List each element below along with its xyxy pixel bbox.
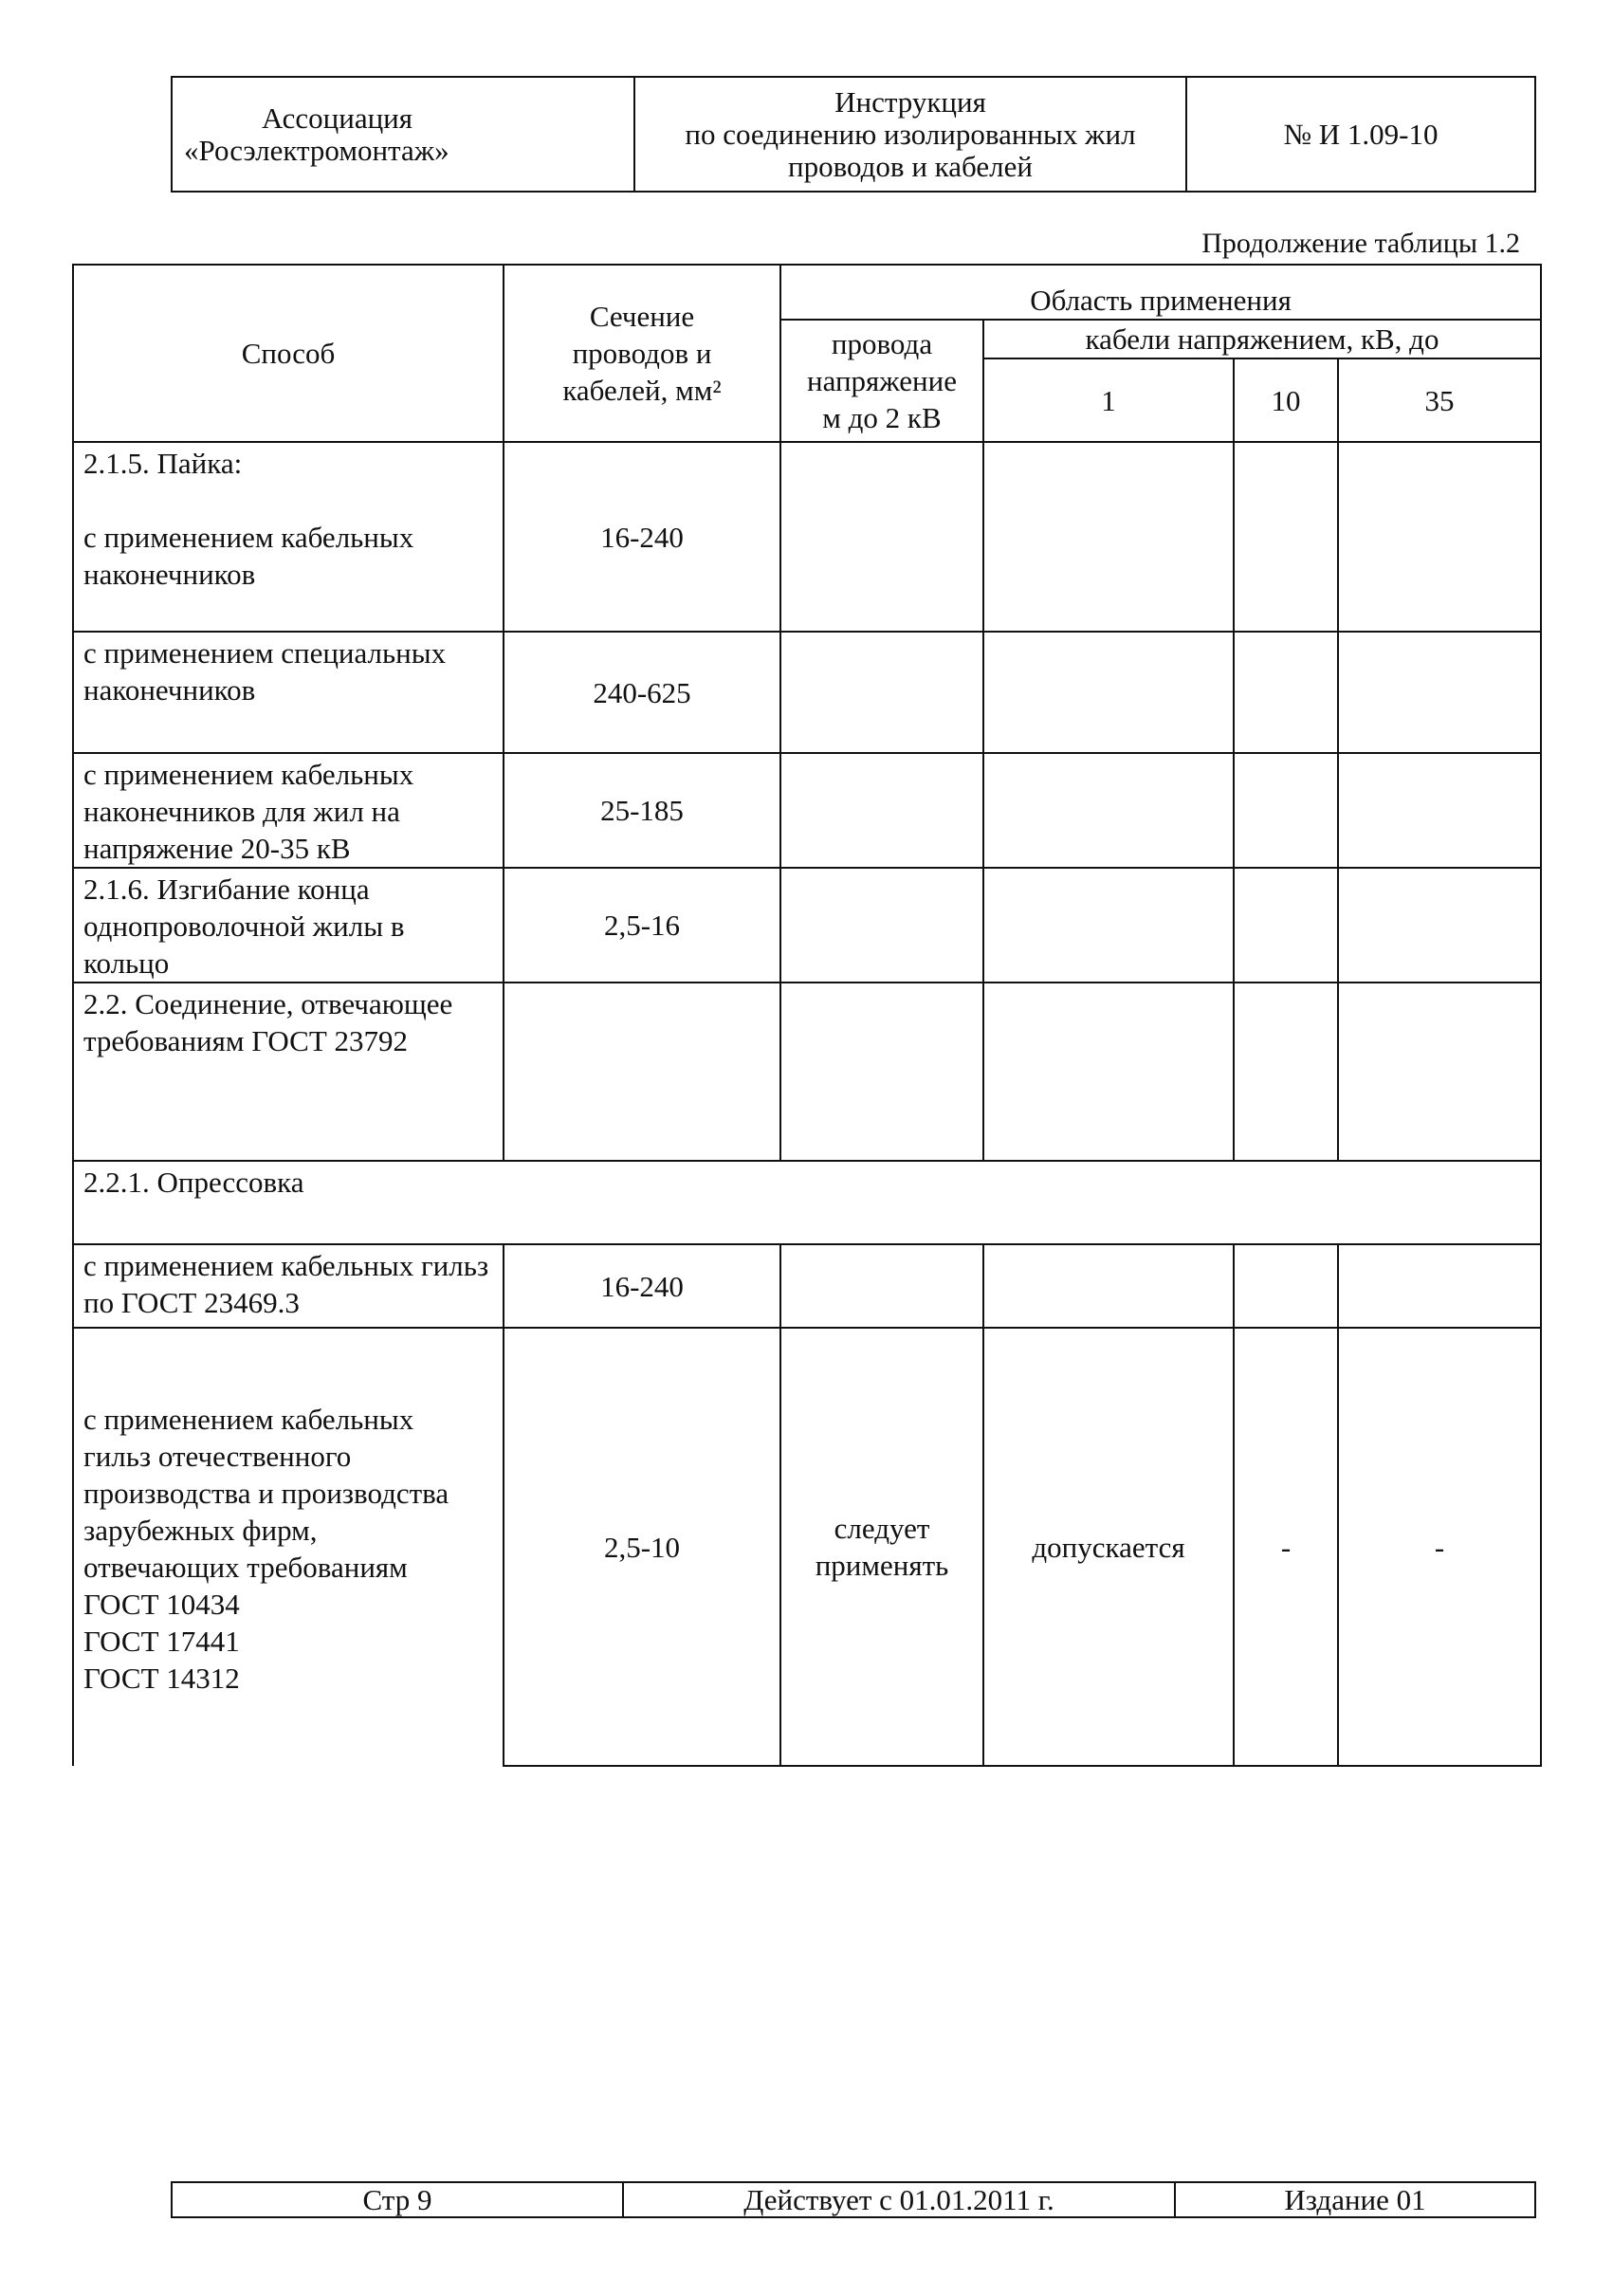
row-method-line: гильз отечественного (83, 1439, 352, 1473)
row-cell-10kv (1234, 1244, 1338, 1328)
main-table (72, 264, 1542, 1767)
table-row (73, 983, 1541, 1161)
row-cell-35kv (1338, 753, 1541, 868)
row-cell-1kv: допускается (983, 1328, 1234, 1766)
footer-edition: Издание 01 (1175, 2182, 1535, 2217)
row-cell-35kv (1338, 983, 1541, 1161)
row-method-line: ГОСТ 10434 (83, 1587, 240, 1621)
header-doc-number: № И 1.09-10 (1186, 77, 1535, 192)
row-section (504, 983, 780, 1161)
row-method-line: производства и производства (83, 1476, 449, 1510)
row-cell-35kv (1338, 632, 1541, 753)
row-cell-wires: следует применять (780, 1328, 983, 1766)
table-row (73, 1161, 1541, 1244)
row-cell-10kv (1234, 753, 1338, 868)
table-continuation-label: Продолжение таблицы 1.2 (1201, 228, 1520, 259)
row-cell-10kv (1234, 632, 1338, 753)
row-section: 2,5-16 (504, 868, 780, 983)
row-method-line: зарубежных фирм, (83, 1513, 318, 1547)
title-line-1: Инструкция (834, 84, 986, 119)
row-method (73, 442, 504, 632)
table-row (73, 1244, 1541, 1328)
row-cell-10kv: - (1234, 1328, 1338, 1766)
col-header-10kv: 10 (1234, 358, 1338, 442)
col-header-wires (780, 320, 983, 442)
row-cell-wires (780, 753, 983, 868)
row-cell-1kv (983, 632, 1234, 753)
table-row (73, 868, 1541, 983)
row-method-line: с применением кабельных (83, 1402, 414, 1436)
org-line-1: Ассоциация (262, 101, 413, 135)
footer-table (171, 2181, 1536, 2218)
row-method-line: ГОСТ 14312 (83, 1661, 240, 1695)
row-cell-1kv (983, 1244, 1234, 1328)
row-section: 16-240 (504, 1244, 780, 1328)
table-row (73, 442, 1541, 632)
row-method: 2.1.6. Изгибание конца однопроволочной жилы в кольцо (73, 868, 504, 983)
table-row (73, 632, 1541, 753)
header-organization (172, 77, 634, 192)
row-section: 240-625 (504, 632, 780, 753)
col-section-line-1: Сечение (589, 300, 695, 333)
col-header-section (504, 265, 780, 442)
row-cell-wires (780, 442, 983, 632)
row-cell-35kv (1338, 1244, 1541, 1328)
header-table (171, 76, 1536, 193)
row-method: с применением специальных наконечников (73, 632, 504, 753)
col-header-method: Способ (73, 265, 504, 442)
row-cell-1kv (983, 753, 1234, 868)
row-cell-10kv (1234, 868, 1338, 983)
row-section-title: 2.2.1. Опрессовка (73, 1161, 1541, 1244)
col-section-line-2: проводов и (572, 337, 712, 370)
row-cell-1kv (983, 442, 1234, 632)
header-title (634, 77, 1186, 192)
row-cell-10kv (1234, 983, 1338, 1161)
row-method: 2.2. Соединение, отвечающее требованиям ГОСТ 23792 (73, 983, 504, 1161)
row-cell-wires (780, 632, 983, 753)
row-cell-35kv: - (1338, 1328, 1541, 1766)
row-method-title: 2.1.5. Пайка: (83, 447, 243, 480)
row-cell-wires (780, 868, 983, 983)
row-cell-1kv (983, 983, 1234, 1161)
row-section: 16-240 (504, 442, 780, 632)
footer-valid-from: Действует с 01.01.2011 г. (623, 2182, 1175, 2217)
col-wires-line-2: напряжение (807, 364, 957, 397)
row-cell-35kv (1338, 868, 1541, 983)
table-row (73, 753, 1541, 868)
row-method-text: с применением кабельных наконечников (83, 521, 414, 591)
col-header-1kv: 1 (983, 358, 1234, 442)
table-row (73, 1328, 1541, 1766)
row-cell-10kv (1234, 442, 1338, 632)
row-section: 25-185 (504, 753, 780, 868)
row-method: с применением кабельных гильз по ГОСТ 23469.3 (73, 1244, 504, 1328)
footer-page: Стр 9 (172, 2182, 623, 2217)
col-wires-line-3: м до 2 кВ (822, 401, 942, 434)
col-header-35kv: 35 (1338, 358, 1541, 442)
col-wires-line-1: провода (831, 327, 933, 360)
col-section-line-3: кабелей, мм² (562, 374, 722, 407)
row-cell-35kv (1338, 442, 1541, 632)
row-method-line: ГОСТ 17441 (83, 1624, 240, 1658)
title-line-2: по соединению изолированных жил (685, 117, 1136, 151)
col-header-area: Область применения (780, 265, 1541, 320)
row-cell-wires (780, 1244, 983, 1328)
row-method (73, 1328, 504, 1766)
row-cell-wires (780, 983, 983, 1161)
title-line-3: проводов и кабелей (788, 149, 1033, 183)
row-method: с применением кабельных наконечников для жил на напряжение 20-35 кВ (73, 753, 504, 868)
col-header-cables: кабели напряжением, кВ, до (983, 320, 1541, 358)
row-method-line: отвечающих требованиям (83, 1550, 408, 1584)
row-section: 2,5-10 (504, 1328, 780, 1766)
row-cell-1kv (983, 868, 1234, 983)
org-line-2: «Росэлектромонтаж» (184, 133, 449, 167)
